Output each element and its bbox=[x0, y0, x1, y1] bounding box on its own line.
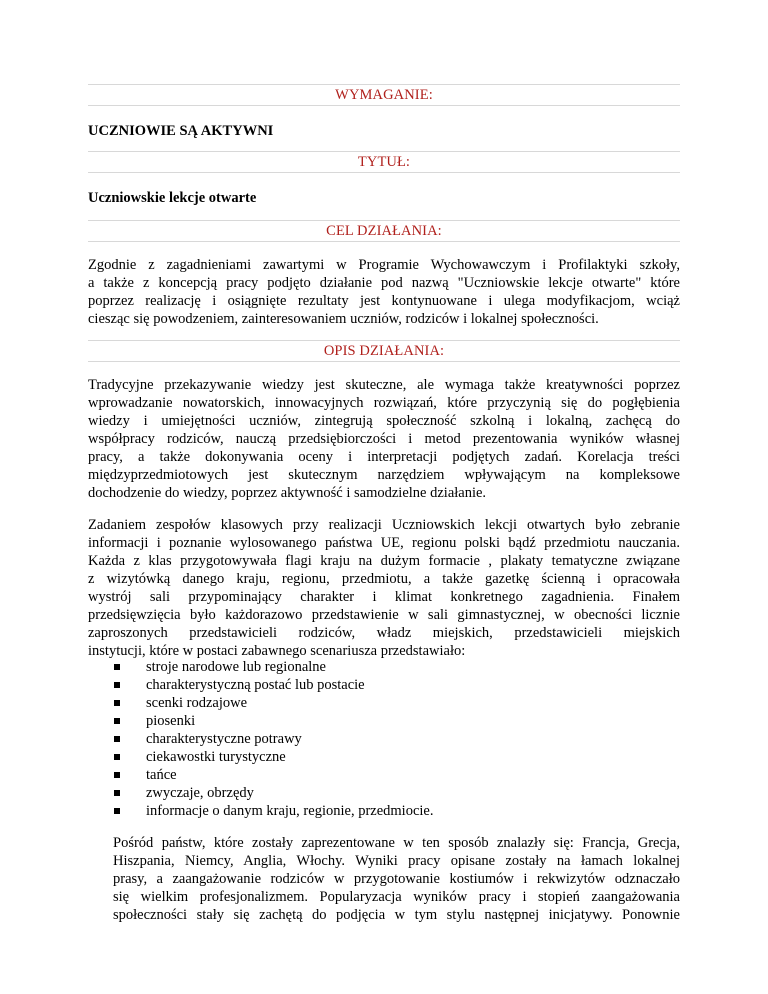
square-bullet-icon bbox=[114, 772, 120, 778]
description-line: zaproszonych przedstawicieli rodziców, władz miejskich, przedstawicieli miejskich bbox=[88, 625, 680, 641]
list-item bbox=[114, 784, 433, 802]
description-line: z wizytówką danego kraju, regionu, przedmiotu, a także gazetkę ścienną i opracowała bbox=[88, 571, 680, 587]
requirement-header: WYMAGANIE: bbox=[88, 84, 680, 106]
list-item bbox=[114, 730, 433, 748]
list-item bbox=[114, 676, 433, 694]
list-item-text: zwyczaje, obrzędy bbox=[146, 785, 254, 801]
list-item-text: charakterystyczną postać lub postacie bbox=[146, 677, 365, 693]
description-line: dochodzenie do wiedzy, poprzez aktywność i samodzielne działanie. bbox=[88, 485, 487, 501]
list-item bbox=[114, 748, 433, 766]
list-item bbox=[114, 658, 433, 676]
square-bullet-icon bbox=[114, 718, 120, 724]
description-line: Hiszpania, Niemcy, Anglia, Włochy. Wyniki pracy opisane zostały na łamach lokalnej bbox=[113, 853, 680, 869]
description-line: Tradycyjne przekazywanie wiedzy jest skuteczne, ale wymaga także kreatywności poprzez bbox=[88, 377, 680, 393]
description-line: społeczności stały się zachętą do podjęcia w tym stylu następnej inicjatywy. Ponownie bbox=[113, 907, 680, 923]
square-bullet-icon bbox=[114, 682, 120, 688]
list-item-text: informacje o danym kraju, regionie, przedmiocie. bbox=[146, 803, 434, 819]
square-bullet-icon bbox=[114, 790, 120, 796]
description-line: pracy, a także dokonywania oceny i interpretacji podjętych zadań. Korelacja treści bbox=[88, 449, 680, 465]
list-item-text: piosenki bbox=[146, 713, 196, 729]
description-line: się wielkim profesjonalizmem. Popularyzacja wyników pracy i stopień zaangażowania bbox=[113, 889, 680, 905]
list-item bbox=[114, 766, 433, 784]
list-item-text: charakterystyczne potrawy bbox=[146, 731, 302, 747]
description-paragraph-3 bbox=[113, 834, 680, 924]
list-item-text: stroje narodowe lub regionalne bbox=[146, 659, 326, 675]
requirement-value: UCZNIOWIE SĄ AKTYWNI bbox=[88, 123, 274, 139]
description-line: prasy, a zaangażowanie rodziców w przygotowanie kostiumów i rekwizytów odznaczało bbox=[113, 871, 680, 887]
description-line: wprowadzanie nowatorskich, innowacyjnych rozwiązań, które przyczynią się do pogłębienia bbox=[88, 395, 680, 411]
description-header: OPIS DZIAŁANIA: bbox=[88, 340, 680, 362]
description-line: międzyprzedmiotowych jest skutecznym narzędziem wpływającym na kompleksowe bbox=[88, 467, 680, 483]
list-item bbox=[114, 712, 433, 730]
description-line: instytucji, które w postaci zabawnego scenariusza przedstawiało: bbox=[88, 643, 466, 659]
list-item-text: scenki rodzajowe bbox=[146, 695, 248, 711]
description-line: informacji i poznanie wylosowanego państwa UE, regionu polski bądź przedmiotu nauczania. bbox=[88, 535, 680, 551]
square-bullet-icon bbox=[114, 736, 120, 742]
goal-line: a także z koncepcją pracy podjęto działanie pod nazwą "Uczniowskie lekcje otwarte" które bbox=[88, 275, 680, 291]
bullet-list bbox=[114, 658, 433, 820]
title-value: Uczniowskie lekcje otwarte bbox=[88, 190, 257, 206]
title-header: TYTUŁ: bbox=[88, 151, 680, 173]
square-bullet-icon bbox=[114, 700, 120, 706]
square-bullet-icon bbox=[114, 754, 120, 760]
list-item bbox=[114, 802, 433, 820]
goal-header: CEL DZIAŁANIA: bbox=[88, 220, 680, 242]
square-bullet-icon bbox=[114, 808, 120, 814]
description-line: Zadaniem zespołów klasowych przy realizacji Uczniowskich lekcji otwartych było zebranie bbox=[88, 517, 680, 533]
goal-paragraph bbox=[88, 256, 680, 328]
goal-line: Zgodnie z zagadnieniami zawartymi w Programie Wychowawczym i Profilaktyki szkoły, bbox=[88, 257, 680, 273]
list-item-text: tańce bbox=[146, 767, 177, 783]
description-paragraph-2 bbox=[88, 516, 680, 660]
square-bullet-icon bbox=[114, 664, 120, 670]
list-item bbox=[114, 694, 433, 712]
description-line: współpracy rodziców, nauczą przedsiębiorczości i metod prezentowania wyników własnej bbox=[88, 431, 680, 447]
description-line: wystrój sali przypominający charakter i klimat konkretnego zagadnienia. Finałem bbox=[88, 589, 680, 605]
description-line: Pośród państw, które zostały zaprezentowane w ten sposób znalazły się: Francja, Grecja, bbox=[113, 835, 680, 851]
goal-line: ciesząc się powodzeniem, zainteresowaniem uczniów, rodziców i lokalnej społeczności. bbox=[88, 311, 599, 327]
description-line: wiedzy i umiejętności uczniów, zintegrują społeczność szkolną i lokalną, zachęcą do bbox=[88, 413, 680, 429]
description-paragraph-1 bbox=[88, 376, 680, 502]
list-item-text: ciekawostki turystyczne bbox=[146, 749, 286, 765]
description-line: przedsięwzięcia było każdorazowo przedstawienie w sali gimnastycznej, w obecności licznie bbox=[88, 607, 680, 623]
goal-line: poprzez realizację i osiągnięte rezultaty jest kontynuowane i ulega modyfikacjom, wciąż bbox=[88, 293, 680, 309]
description-line: Każda z klas przygotowywała flagi kraju na dużym formacie , plakaty tematyczne związane bbox=[88, 553, 680, 569]
